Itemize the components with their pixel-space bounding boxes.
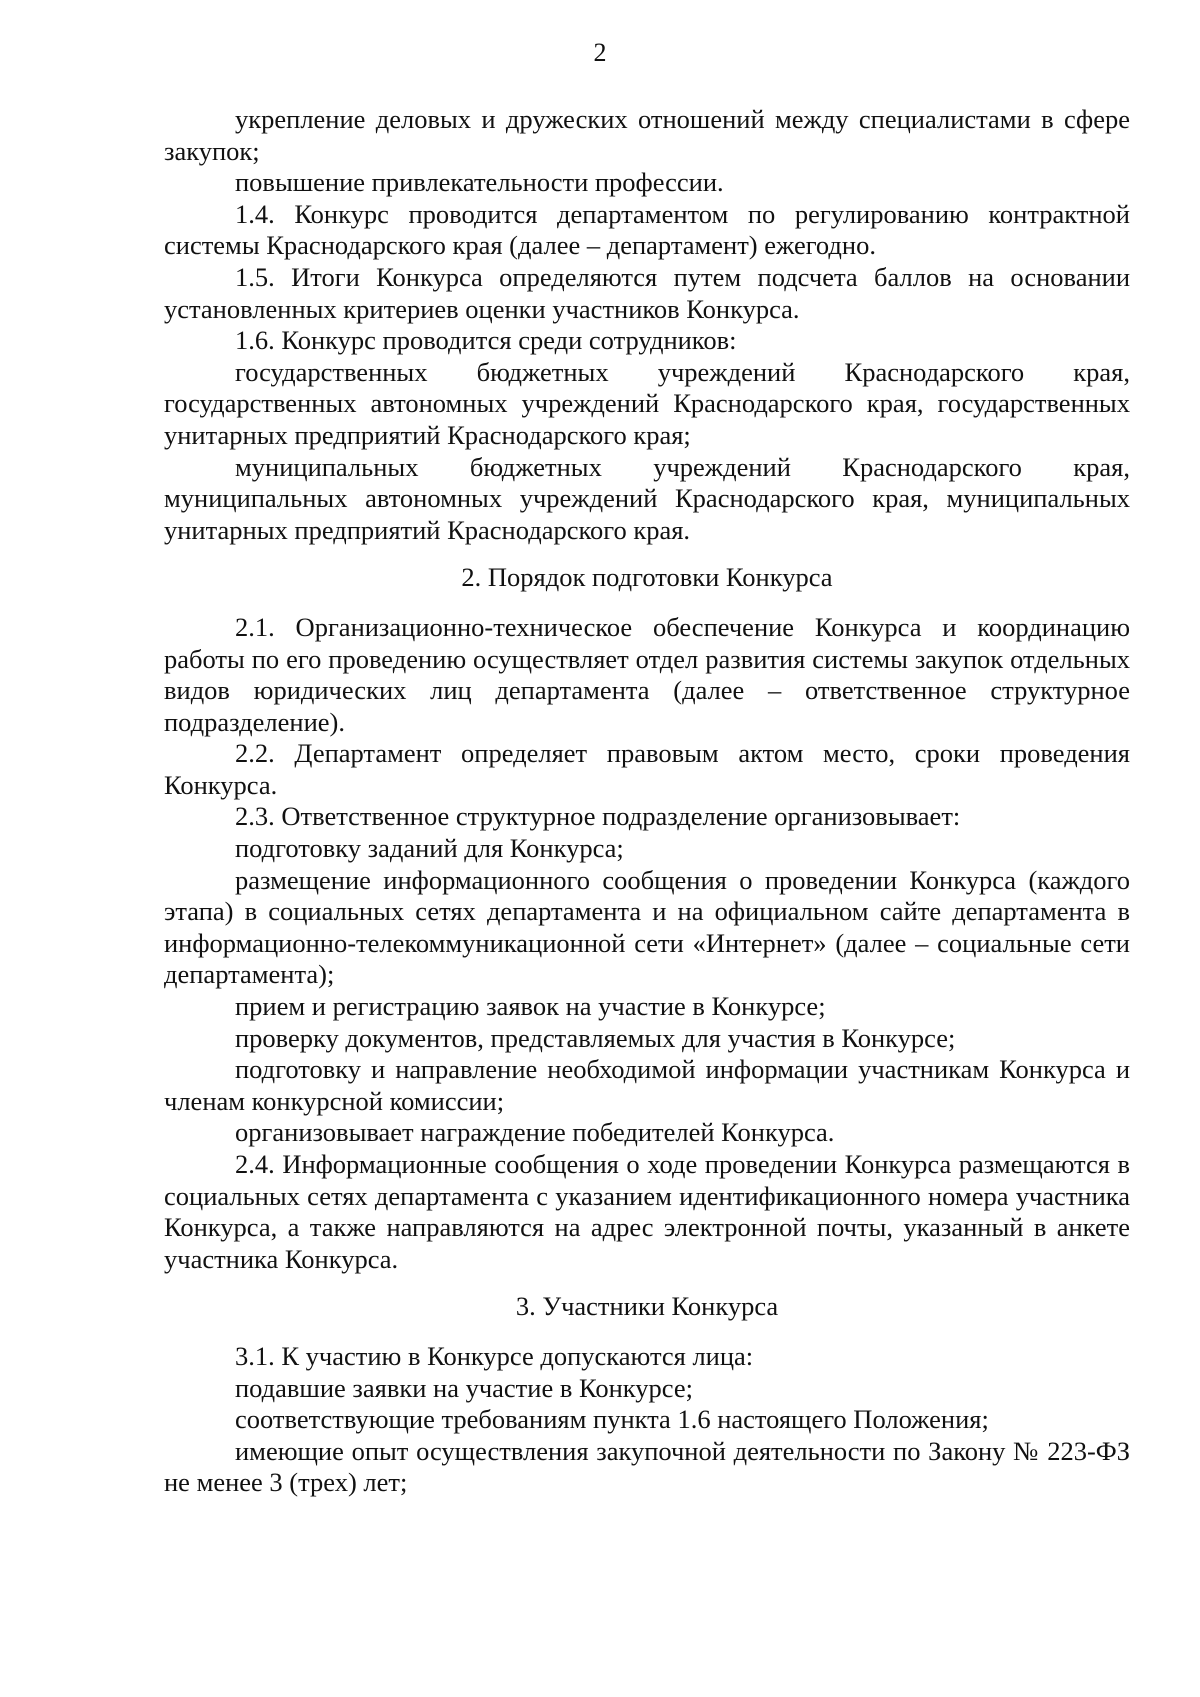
paragraph-3-1: 3.1. К участию в Конкурсе допускаются лица: <box>235 1340 754 1371</box>
paragraph-1-6: 1.6. Конкурс проводится среди сотрудников: <box>235 325 737 356</box>
paragraph: подготовку заданий для Конкурса; <box>235 833 624 864</box>
paragraph: укрепление деловых и дружеских отношений между специалистами в сфере закупок; <box>164 104 1130 166</box>
section-3-heading: 3. Участники Конкурса <box>515 1291 779 1322</box>
paragraph-2-4: 2.4. Информационные сообщения о ходе проведении Конкурса размещаются в социальных сетях департамента с указанием идентификационного номера участника Конкурса, а также направляются на адрес электронной почты, указанный в анкете участника Конкурса. <box>164 1149 1130 1274</box>
paragraph-2-1: 2.1. Организационно-техническое обеспечение Конкурса и координацию работы по его проведению осуществляет отдел развития системы закупок отдельных видов юридических лиц департамента (далее – ответственное структурное подразделение). <box>164 611 1130 737</box>
page-number: 2 <box>593 38 607 67</box>
paragraph: повышение привлекательности профессии. <box>235 167 724 198</box>
paragraph: государственных бюджетных учреждений Краснодарского края, государственных автономных учреждений Краснодарского края, государственных унитарных предприятий Краснодарского края; <box>164 356 1130 450</box>
paragraph-2-3: 2.3. Ответственное структурное подразделение организовывает: <box>235 801 961 832</box>
paragraph: соответствующие требованиям пункта 1.6 настоящего Положения; <box>235 1404 989 1435</box>
paragraph-2-2: 2.2. Департамент определяет правовым актом место, сроки проведения Конкурса. <box>164 738 1130 800</box>
paragraph: организовывает награждение победителей Конкурса. <box>235 1117 835 1148</box>
paragraph-1-5: 1.5. Итоги Конкурса определяются путем подсчета баллов на основании установленных критериев оценки участников Конкурса. <box>164 261 1130 324</box>
paragraph: проверку документов, представляемых для участия в Конкурсе; <box>235 1022 956 1053</box>
paragraph: имеющие опыт осуществления закупочной деятельности по Закону № 223-ФЗ не менее 3 (трех) лет; <box>164 1435 1130 1498</box>
paragraph: подготовку и направление необходимой информации участникам Конкурса и членам конкурсной комиссии; <box>164 1054 1130 1116</box>
section-2-heading: 2. Порядок подготовки Конкурса <box>461 562 833 593</box>
paragraph: подавшие заявки на участие в Конкурсе; <box>235 1372 693 1403</box>
document-body <box>164 104 1130 1499</box>
paragraph: муниципальных бюджетных учреждений Краснодарского края, муниципальных автономных учреждений Краснодарского края, муниципальных унитарных предприятий Краснодарского края. <box>164 451 1130 545</box>
paragraph: прием и регистрацию заявок на участие в Конкурсе; <box>235 991 826 1022</box>
paragraph-1-4: 1.4. Конкурс проводится департаментом по регулированию контрактной системы Краснодарского края (далее – департамент) ежегодно. <box>164 198 1130 261</box>
paragraph: размещение информационного сообщения о проведении Конкурса (каждого этапа) в социальных сетях департамента и на официальном сайте департамента в информационно-телекоммуникационной сети «Интернет» (далее – социальные сети департамента); <box>164 864 1130 990</box>
